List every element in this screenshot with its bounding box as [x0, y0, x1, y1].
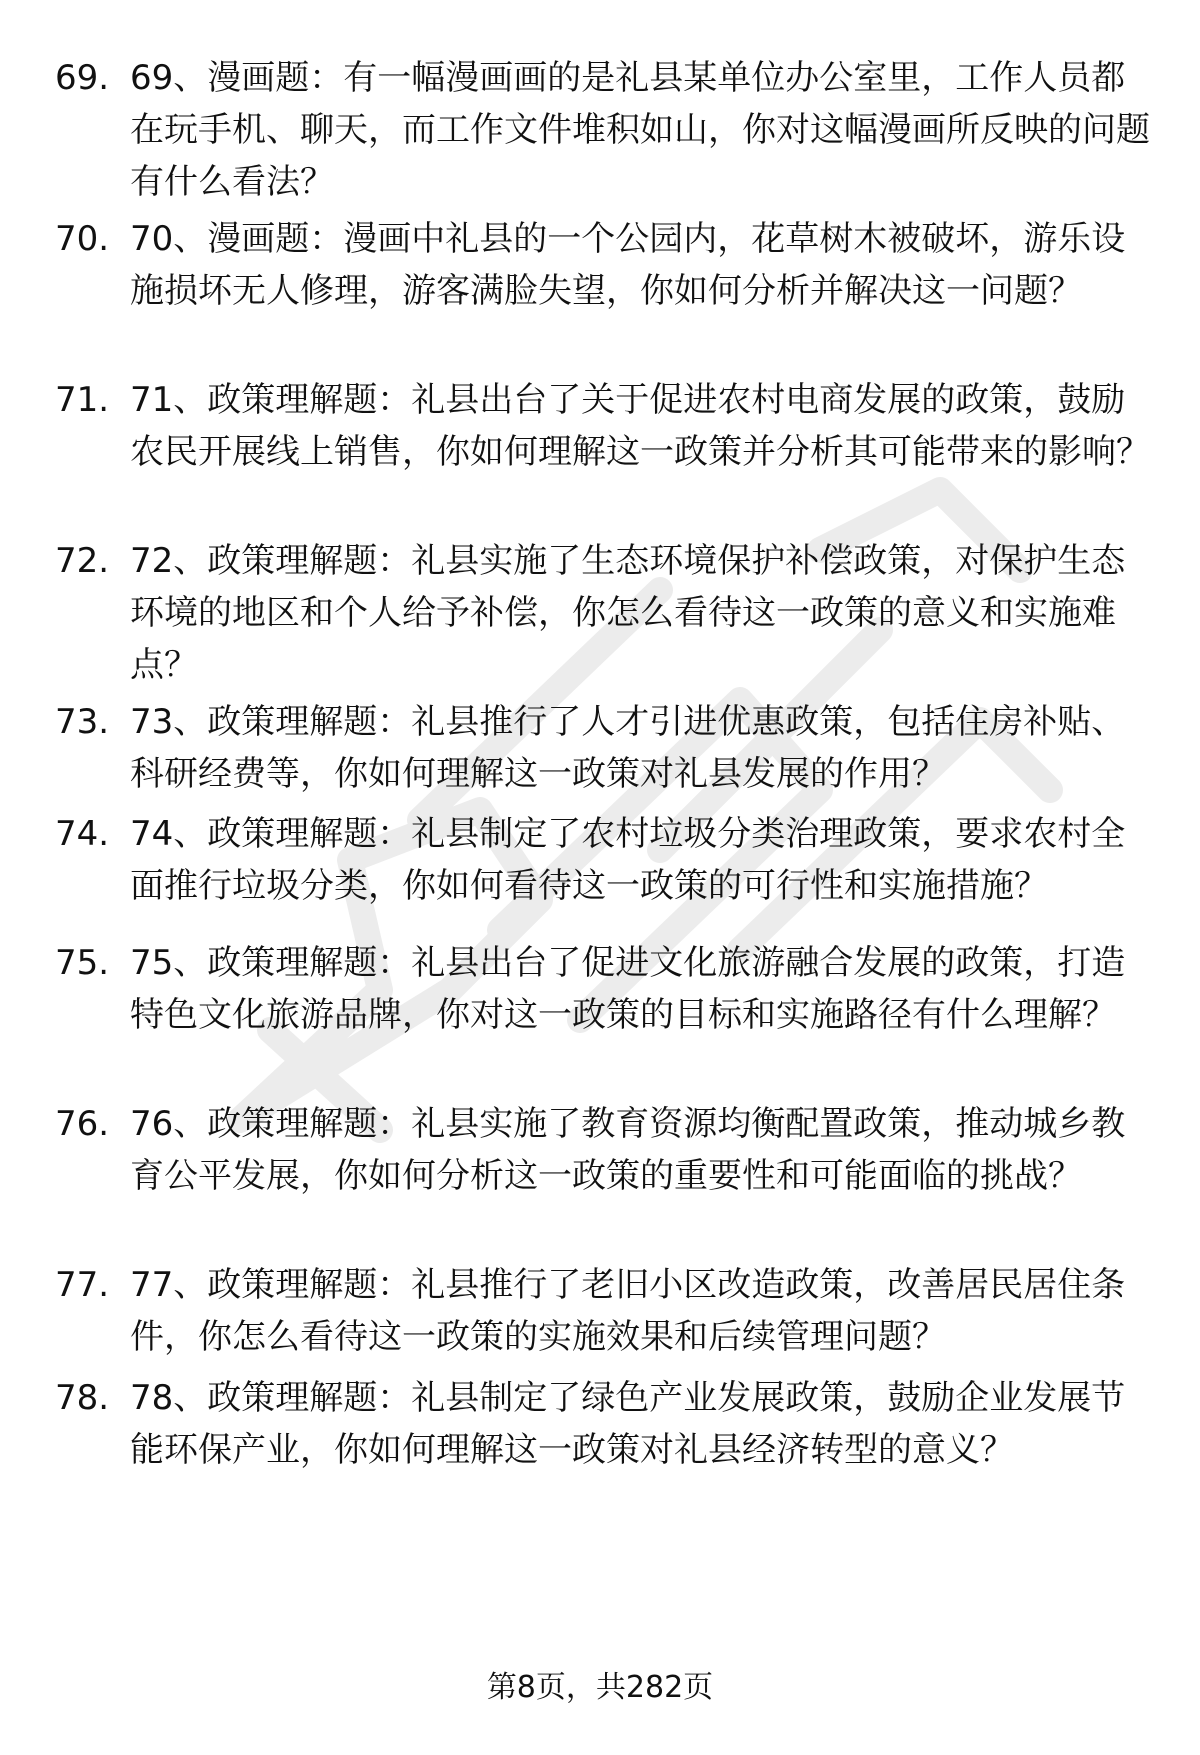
page-number: 第8页，共282页 — [486, 1670, 714, 1705]
question-text: 78、政策理解题：礼县制定了绿色产业发展政策，鼓励企业发展节能环保产业，你如何理解这一政策对礼县经济转型的意义？ — [130, 1378, 1126, 1470]
question-number: 70. — [55, 219, 110, 259]
question-text: 76、政策理解题：礼县实施了教育资源均衡配置政策，推动城乡教育公平发展，你如何分析这一政策的重要性和可能面临的挑战？ — [130, 1104, 1126, 1196]
question-item — [0, 213, 1200, 383]
question-number: 74. — [55, 814, 110, 854]
question-number: 75. — [55, 943, 110, 983]
question-text: 71、政策理解题：礼县出台了关于促进农村电商发展的政策，鼓励农民开展线上销售，你如何理解这一政策并分析其可能带来的影响？ — [130, 380, 1150, 472]
question-item — [0, 374, 1200, 544]
question-text: 70、漫画题：漫画中礼县的一个公园内，花草树木被破坏，游乐设施损坏无人修理，游客满脸失望，你如何分析并解决这一问题？ — [130, 219, 1126, 311]
question-number: 77. — [55, 1265, 110, 1305]
question-number: 76. — [55, 1104, 110, 1144]
question-number: 71. — [55, 380, 110, 420]
question-item — [0, 52, 1200, 222]
question-item — [0, 1372, 1200, 1542]
question-text: 73、政策理解题：礼县推行了人才引进优惠政策，包括住房补贴、科研经费等，你如何理解这一政策对礼县发展的作用？ — [130, 702, 1126, 794]
question-text: 74、政策理解题：礼县制定了农村垃圾分类治理政策，要求农村全面推行垃圾分类，你如何看待这一政策的可行性和实施措施？ — [130, 814, 1126, 906]
question-text: 75、政策理解题：礼县出台了促进文化旅游融合发展的政策，打造特色文化旅游品牌，你对这一政策的目标和实施路径有什么理解？ — [130, 943, 1126, 1035]
question-item — [0, 535, 1200, 705]
question-number: 78. — [55, 1378, 110, 1418]
question-item — [0, 1098, 1200, 1268]
question-number: 69. — [55, 58, 110, 98]
question-number: 73. — [55, 702, 110, 742]
question-text: 72、政策理解题：礼县实施了生态环境保护补偿政策，对保护生态环境的地区和个人给予补偿，你怎么看待这一政策的意义和实施难点？ — [130, 541, 1126, 685]
question-item — [0, 937, 1200, 1107]
question-text: 77、政策理解题：礼县推行了老旧小区改造政策，改善居民居住条件，你怎么看待这一政策的实施效果和后续管理问题？ — [130, 1265, 1126, 1357]
question-number: 72. — [55, 541, 110, 581]
question-text: 69、漫画题：有一幅漫画画的是礼县某单位办公室里，工作人员都在玩手机、聊天，而工作文件堆积如山，你对这幅漫画所反映的问题有什么看法？ — [130, 58, 1150, 202]
